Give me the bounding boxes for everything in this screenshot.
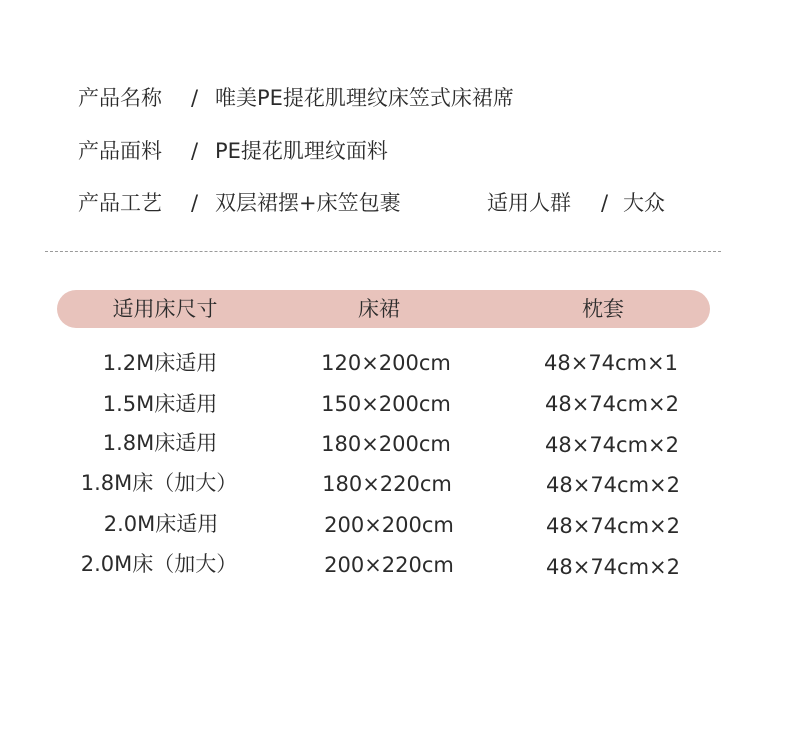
header-bed-skirt: 床裙	[358, 297, 400, 321]
spec-separator: /	[191, 86, 199, 110]
header-pillowcase: 枕套	[582, 297, 624, 321]
spec-separator: /	[191, 191, 199, 215]
spec-separator: /	[191, 139, 199, 163]
table-cell: 150×200cm	[321, 392, 451, 416]
spec-value-craft: 双层裙摆+床笠包裹	[215, 191, 401, 215]
table-cell: 2.0M床（加大）	[80, 552, 238, 576]
table-cell: 48×74cm×2	[546, 555, 680, 579]
spec-value-fabric: PE提花肌理纹面料	[215, 139, 388, 163]
table-cell: 48×74cm×1	[544, 351, 678, 375]
table-cell: 1.8M床（加大）	[80, 471, 238, 495]
spec-value-name: 唯美PE提花肌理纹床笠式床裙席	[215, 86, 514, 110]
dashed-divider	[45, 251, 721, 252]
table-cell: 1.8M床适用	[102, 431, 218, 455]
spec-label-audience: 适用人群	[487, 191, 571, 215]
spec-label-craft: 产品工艺	[78, 191, 162, 215]
spec-value-audience: 大众	[623, 191, 665, 215]
header-bed-size: 适用床尺寸	[112, 297, 218, 321]
table-cell: 1.2M床适用	[102, 351, 218, 375]
table-cell: 180×220cm	[322, 472, 452, 496]
table-cell: 200×200cm	[324, 513, 454, 537]
spec-row-craft	[78, 188, 718, 218]
table-cell: 120×200cm	[321, 351, 451, 375]
table-cell: 48×74cm×2	[546, 473, 680, 497]
spec-label-name: 产品名称	[78, 86, 162, 110]
table-cell: 2.0M床适用	[103, 512, 219, 536]
table-cell: 1.5M床适用	[102, 392, 218, 416]
spec-separator: /	[601, 191, 609, 215]
table-cell: 200×220cm	[324, 553, 454, 577]
table-cell: 48×74cm×2	[545, 392, 679, 416]
table-cell: 48×74cm×2	[546, 514, 680, 538]
spec-label-fabric: 产品面料	[78, 139, 162, 163]
table-cell: 180×200cm	[321, 432, 451, 456]
table-cell: 48×74cm×2	[545, 433, 679, 457]
size-table-header	[57, 290, 710, 328]
